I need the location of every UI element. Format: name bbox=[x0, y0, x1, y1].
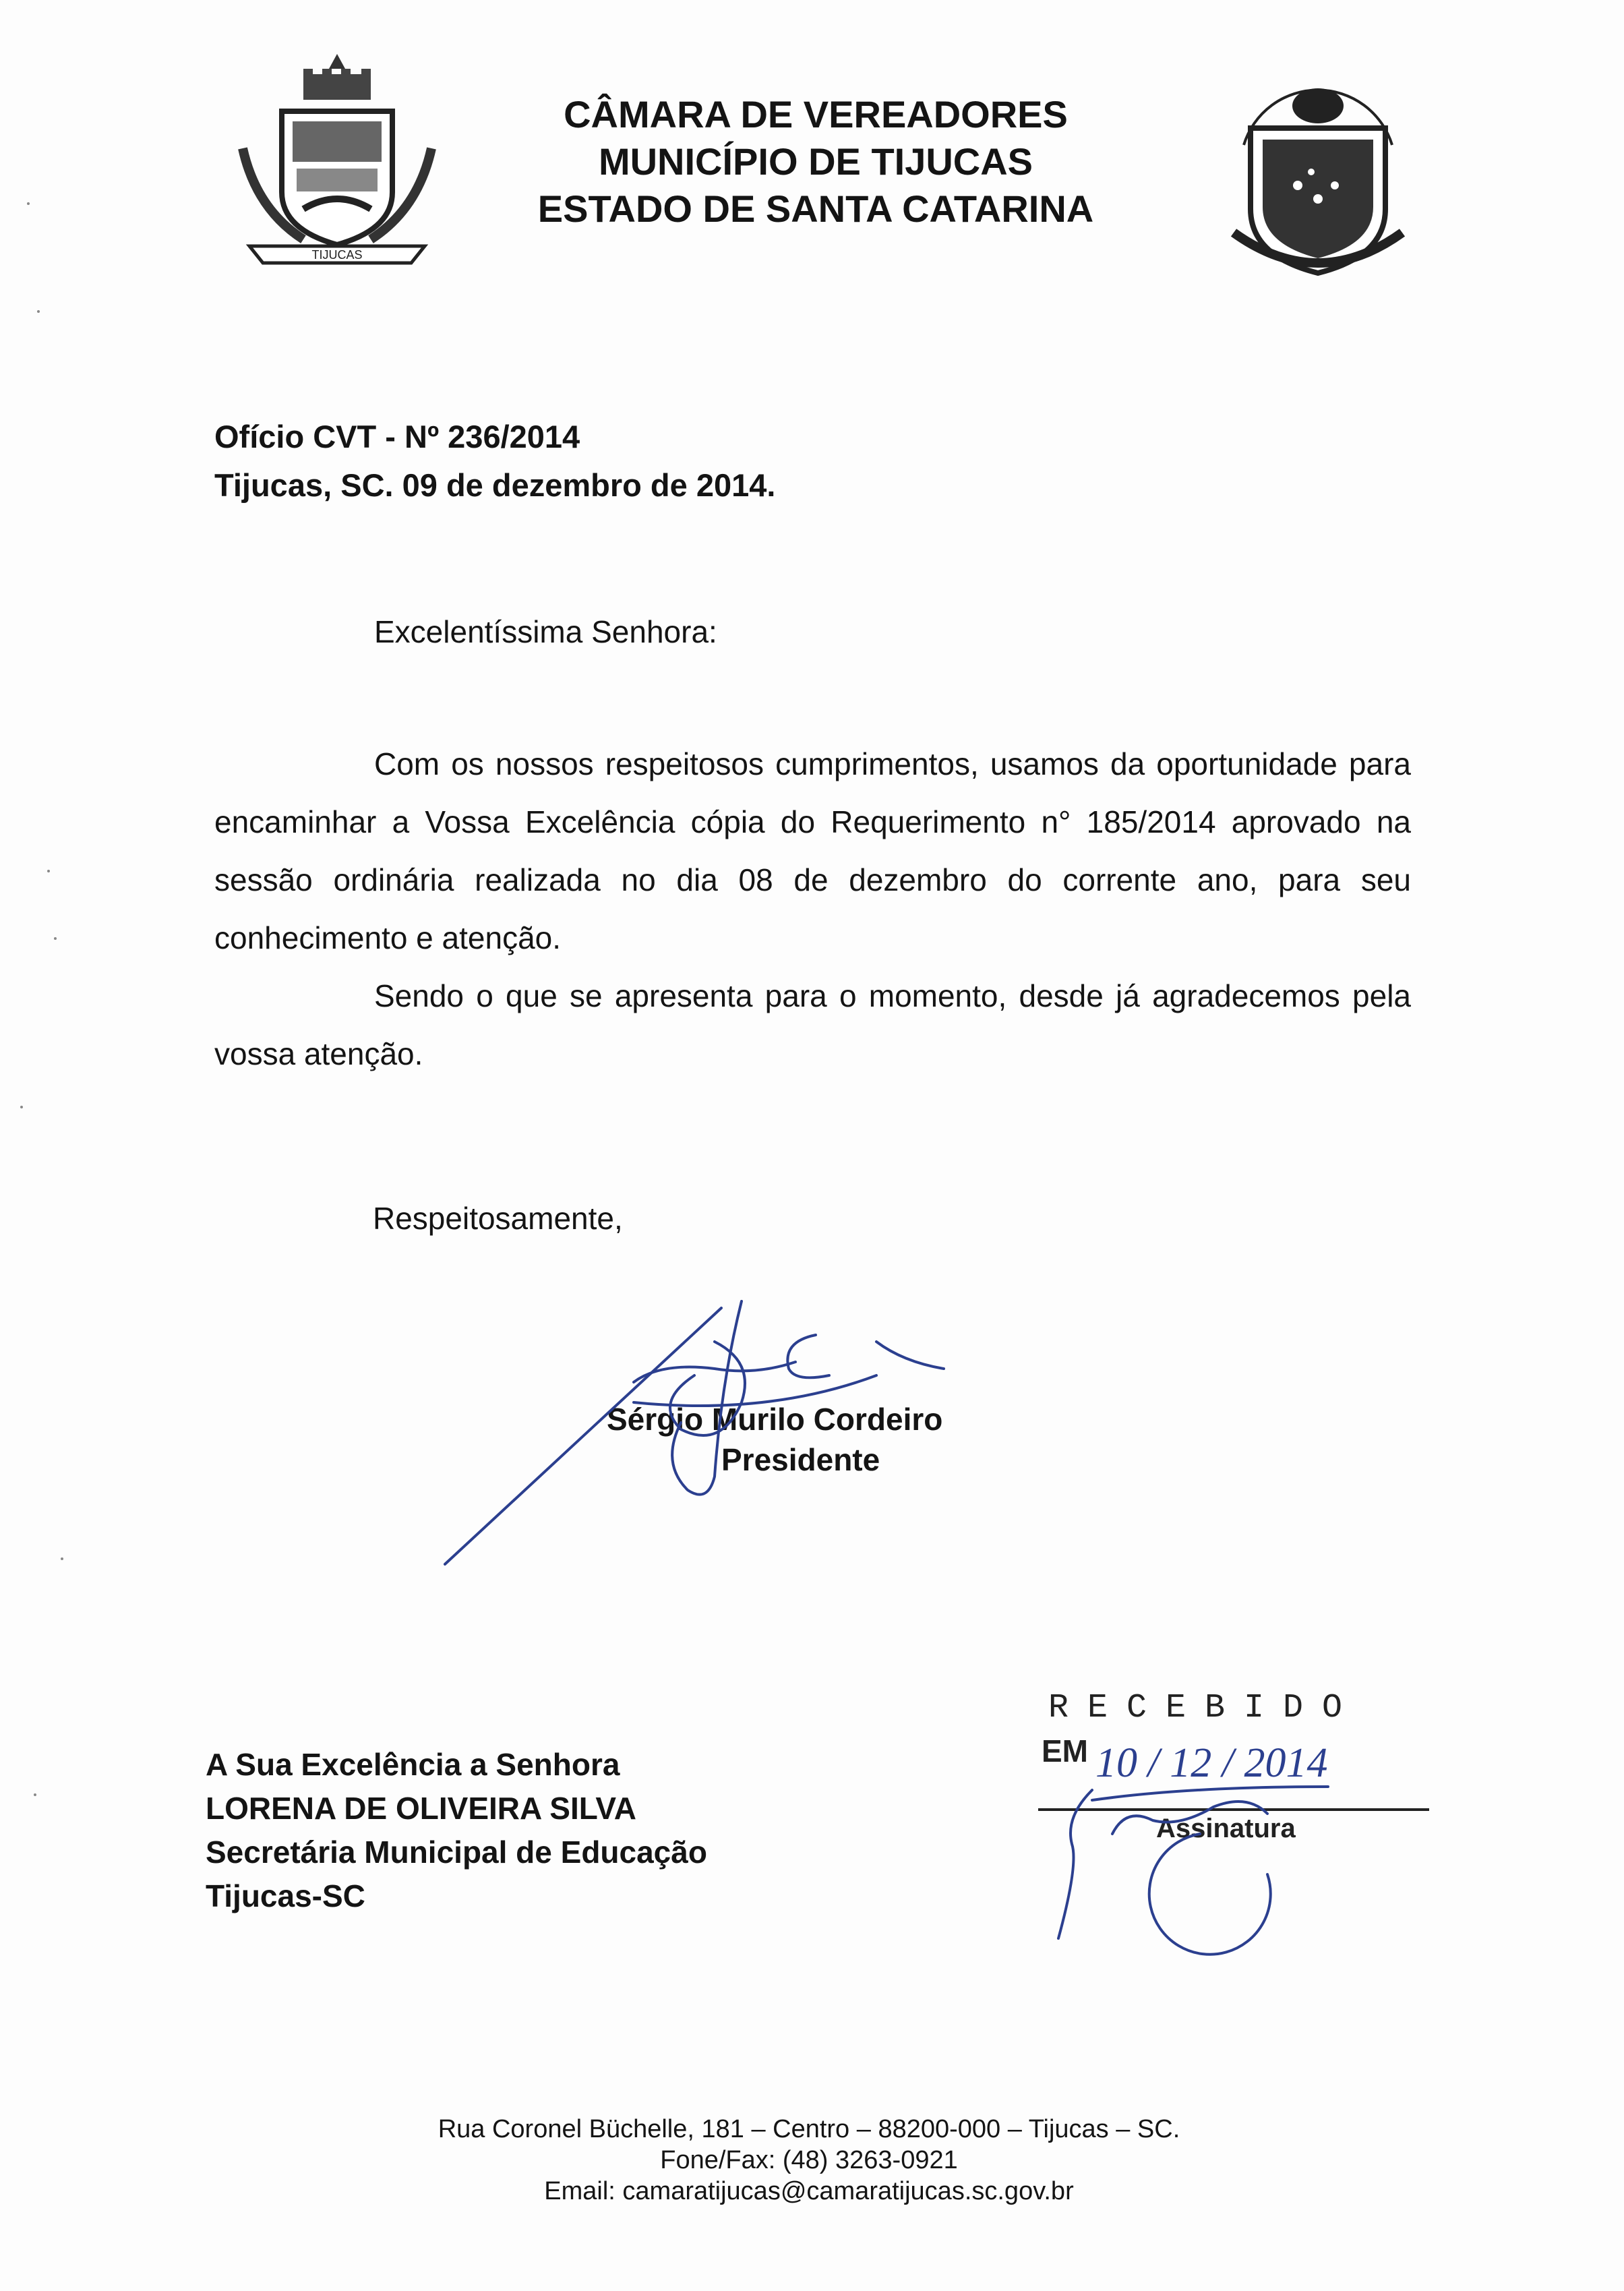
recipient-role: Secretária Municipal de Educação bbox=[206, 1835, 707, 1870]
recipient-name: LORENA DE OLIVEIRA SILVA bbox=[206, 1791, 636, 1826]
institution-header bbox=[512, 91, 1119, 233]
stamp-date-prefix: EM bbox=[1042, 1733, 1088, 1768]
stamp-handwriting bbox=[1011, 1679, 1449, 1962]
salutation: Excelentíssima Senhora: bbox=[374, 614, 717, 649]
body-paragraph-1: Com os nossos respeitosos cumprimentos, usamos da oportunidade para encaminhar a Vossa Excelência cópia do Requerimento n° 185/2014 aprovado na sessão ordinária realizada no dia 08 de dezembro do corrente ano, para seu conhecimento e atenção. bbox=[214, 746, 1411, 955]
stamp-received-label: RECEBIDO bbox=[1048, 1689, 1362, 1727]
signer-name: Sérgio Murilo Cordeiro bbox=[607, 1402, 943, 1437]
municipal-coat-of-arms-icon bbox=[222, 47, 452, 276]
oficio-number: Ofício CVT - Nº 236/2014 bbox=[214, 419, 580, 454]
footer-phone: Fone/Fax: (48) 3263-0921 bbox=[660, 2146, 958, 2174]
handwritten-signature bbox=[431, 1268, 1052, 1578]
scan-speck bbox=[20, 1106, 23, 1108]
body-paragraph-2: Sendo o que se apresenta para o momento, desde já agradecemos pela vossa atenção. bbox=[214, 978, 1411, 1071]
recipient-block bbox=[206, 1743, 707, 1918]
svg-text:10 / 12 / 2014: 10 / 12 / 2014 bbox=[1095, 1740, 1328, 1786]
scan-speck bbox=[27, 202, 30, 205]
scan-speck bbox=[61, 1557, 63, 1560]
recipient-city: Tijucas-SC bbox=[206, 1878, 365, 1913]
recipient-line-1: A Sua Excelência a Senhora bbox=[206, 1747, 620, 1782]
scan-speck bbox=[37, 310, 40, 313]
document-reference bbox=[214, 413, 775, 510]
letter-body bbox=[214, 735, 1411, 1083]
legislative-seal-icon bbox=[1224, 64, 1412, 283]
stamp-signature-label: Assinatura bbox=[1156, 1814, 1296, 1843]
footer-address: Rua Coronel Büchelle, 181 – Centro – 88200-000 – Tijucas – SC. bbox=[438, 2115, 1180, 2143]
svg-text:TIJUCAS: TIJUCAS bbox=[311, 248, 363, 262]
footer-contact bbox=[270, 2114, 1348, 2207]
signer-role: Presidente bbox=[721, 1442, 880, 1477]
scan-speck bbox=[34, 1793, 36, 1796]
footer-email: Email: camaratijucas@camaratijucas.sc.gov.br bbox=[544, 2177, 1074, 2205]
header-line-municipality: MUNICÍPIO DE TIJUCAS bbox=[598, 140, 1033, 183]
closing: Respeitosamente, bbox=[373, 1201, 623, 1236]
scan-speck bbox=[47, 870, 50, 872]
header-line-chamber: CÂMARA DE VEREADORES bbox=[564, 93, 1068, 136]
place-date: Tijucas, SC. 09 de dezembro de 2014. bbox=[214, 467, 776, 503]
scan-speck bbox=[54, 937, 57, 940]
header-line-state: ESTADO DE SANTA CATARINA bbox=[537, 187, 1094, 230]
